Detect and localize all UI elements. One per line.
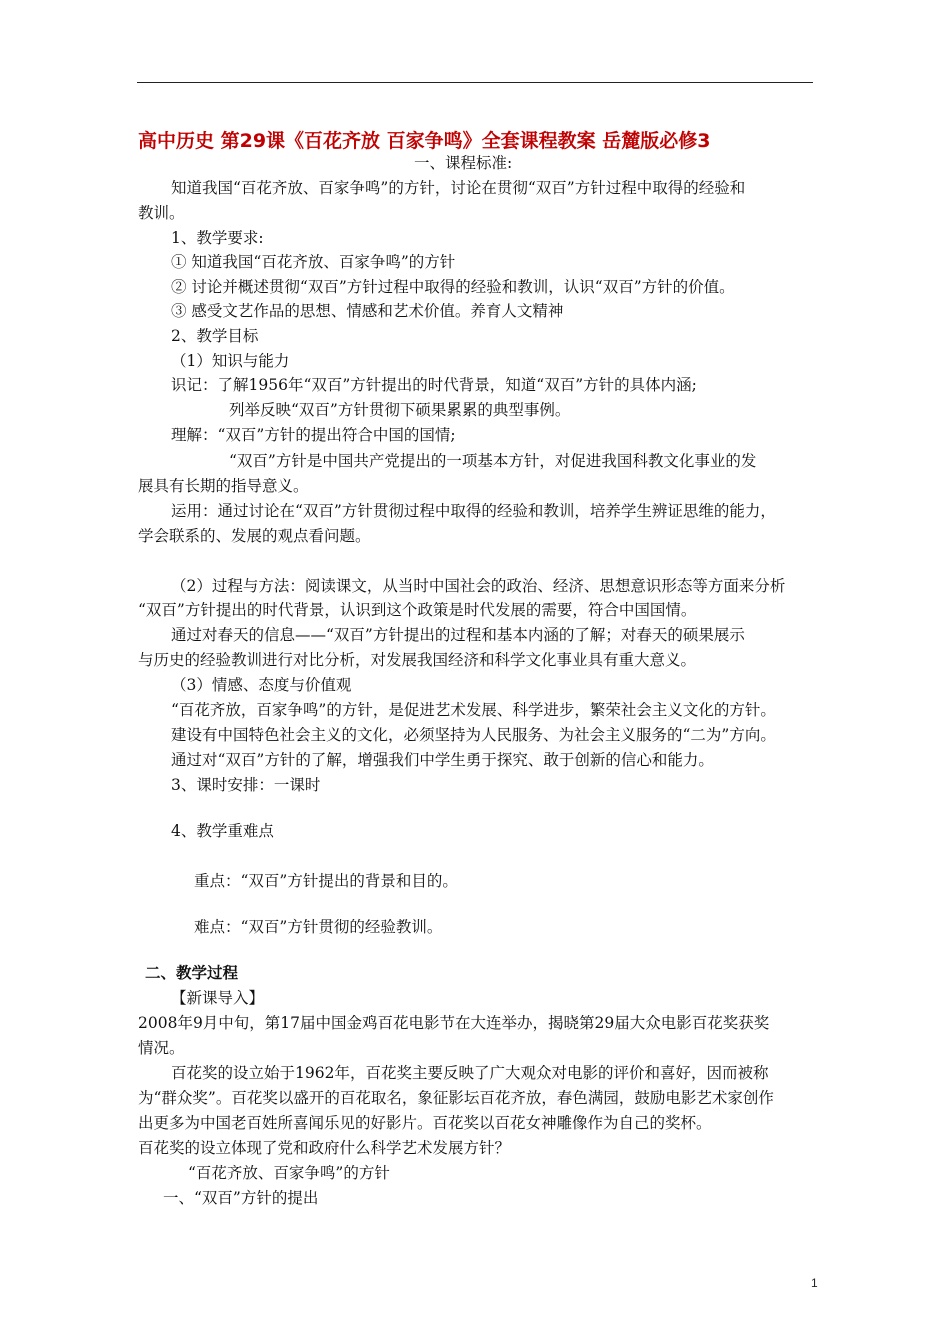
paragraph-line: 理解：“双百”方针的提出符合中国的国情; <box>171 426 456 444</box>
section-heading-curriculum: 一、课程标准: <box>414 154 513 172</box>
paragraph-line: 通过对“双百”方针的了解，增强我们中学生勇于探究、敢于创新的信心和能力。 <box>171 751 714 769</box>
paragraph-line: 为“群众奖”。百花奖以盛开的百花取名，象征影坛百花齐放，春色满园，鼓励电影艺术家创作 <box>138 1089 774 1107</box>
paragraph-line: 展具有长期的指导意义。 <box>138 477 309 495</box>
paragraph-line: 识记：了解1956年“双百”方针提出的时代背景，知道“双百”方针的具体内涵; <box>171 376 697 394</box>
paragraph-line: （2）过程与方法：阅读课文，从当时中国社会的政治、经济、思想意识形态等方面来分析 <box>171 577 786 595</box>
paragraph-line: “双百”方针提出的时代背景，认识到这个政策是时代发展的需要，符合中国国情。 <box>138 601 697 619</box>
subheading-schedule: 3、课时安排：一课时 <box>171 776 321 794</box>
page-number: 1 <box>811 1276 818 1290</box>
subheading-requirements: 1、教学要求: <box>171 229 264 247</box>
key-point-line: 重点：“双百”方针提出的背景和目的。 <box>194 872 458 890</box>
document-title: 高中历史 第29课《百花齐放 百家争鸣》全套课程教案 岳麓版必修3 <box>138 130 711 152</box>
list-item: ③ 感受文艺作品的思想、情感和艺术价值。养育人文精神 <box>171 302 564 320</box>
paragraph-line: 与历史的经验教训进行对比分析，对发展我国经济和科学文化事业具有重大意义。 <box>138 651 697 669</box>
subheading-objectives: 2、教学目标 <box>171 327 259 345</box>
subheading-proposal: 一、“双百”方针的提出 <box>163 1189 319 1207</box>
paragraph-line: 百花奖的设立体现了党和政府什么科学艺术发展方针？ <box>138 1139 511 1157</box>
difficulty-line: 难点：“双百”方针贯彻的经验教训。 <box>194 918 443 936</box>
subheading-values: （3）情感、态度与价值观 <box>171 676 352 694</box>
paragraph-line: 知道我国“百花齐放、百家争鸣”的方针，讨论在贯彻“双百”方针过程中取得的经验和 <box>171 179 746 197</box>
paragraph-line: 百花奖的设立始于1962年，百花奖主要反映了广大观众对电影的评价和喜好，因而被称 <box>171 1064 769 1082</box>
paragraph-line: 通过对春天的信息——“双百”方针提出的过程和基本内涵的了解；对春天的硕果展示 <box>171 626 745 644</box>
paragraph-line: “百花齐放、百家争鸣”的方针 <box>188 1164 390 1182</box>
subheading-key-points: 4、教学重难点 <box>171 822 274 840</box>
paragraph-line: “双百”方针是中国共产党提出的一项基本方针，对促进我国科教文化事业的发 <box>229 452 757 470</box>
list-item: ② 讨论并概述贯彻“双百”方针过程中取得的经验和教训，认识“双百”方针的价值。 <box>171 278 735 296</box>
subheading-knowledge: （1）知识与能力 <box>171 352 290 370</box>
paragraph-line: 教训。 <box>138 204 185 222</box>
paragraph-line: “百花齐放，百家争鸣”的方针，是促进艺术发展、科学进步，繁荣社会主义文化的方针。 <box>171 701 776 719</box>
paragraph-line: 运用：通过讨论在“双百”方针贯彻过程中取得的经验和教训，培养学生辨证思维的能力， <box>171 502 776 520</box>
paragraph-line: 出更多为中国老百姓所喜闻乐见的好影片。百花奖以百花女神雕像作为自己的奖杯。 <box>138 1114 712 1132</box>
section-heading-process: 二、教学过程 <box>145 964 239 982</box>
paragraph-line: 学会联系的、发展的观点看问题。 <box>138 527 371 545</box>
paragraph-line: 建设有中国特色社会主义的文化，必须坚持为人民服务、为社会主义服务的“二为”方向。 <box>171 726 776 744</box>
paragraph-line: 情况。 <box>138 1039 185 1057</box>
header-rule <box>137 82 813 83</box>
list-item: ① 知道我国“百花齐放、百家争鸣”的方针 <box>171 253 456 271</box>
subheading-introduction: 【新课导入】 <box>171 989 265 1007</box>
paragraph-line: 列举反映“双百”方针贯彻下硕果累累的典型事例。 <box>229 401 571 419</box>
paragraph-line: 2008年9月中旬，第17届中国金鸡百花电影节在大连举办，揭晓第29届大众电影百花奖获奖 <box>138 1014 770 1032</box>
